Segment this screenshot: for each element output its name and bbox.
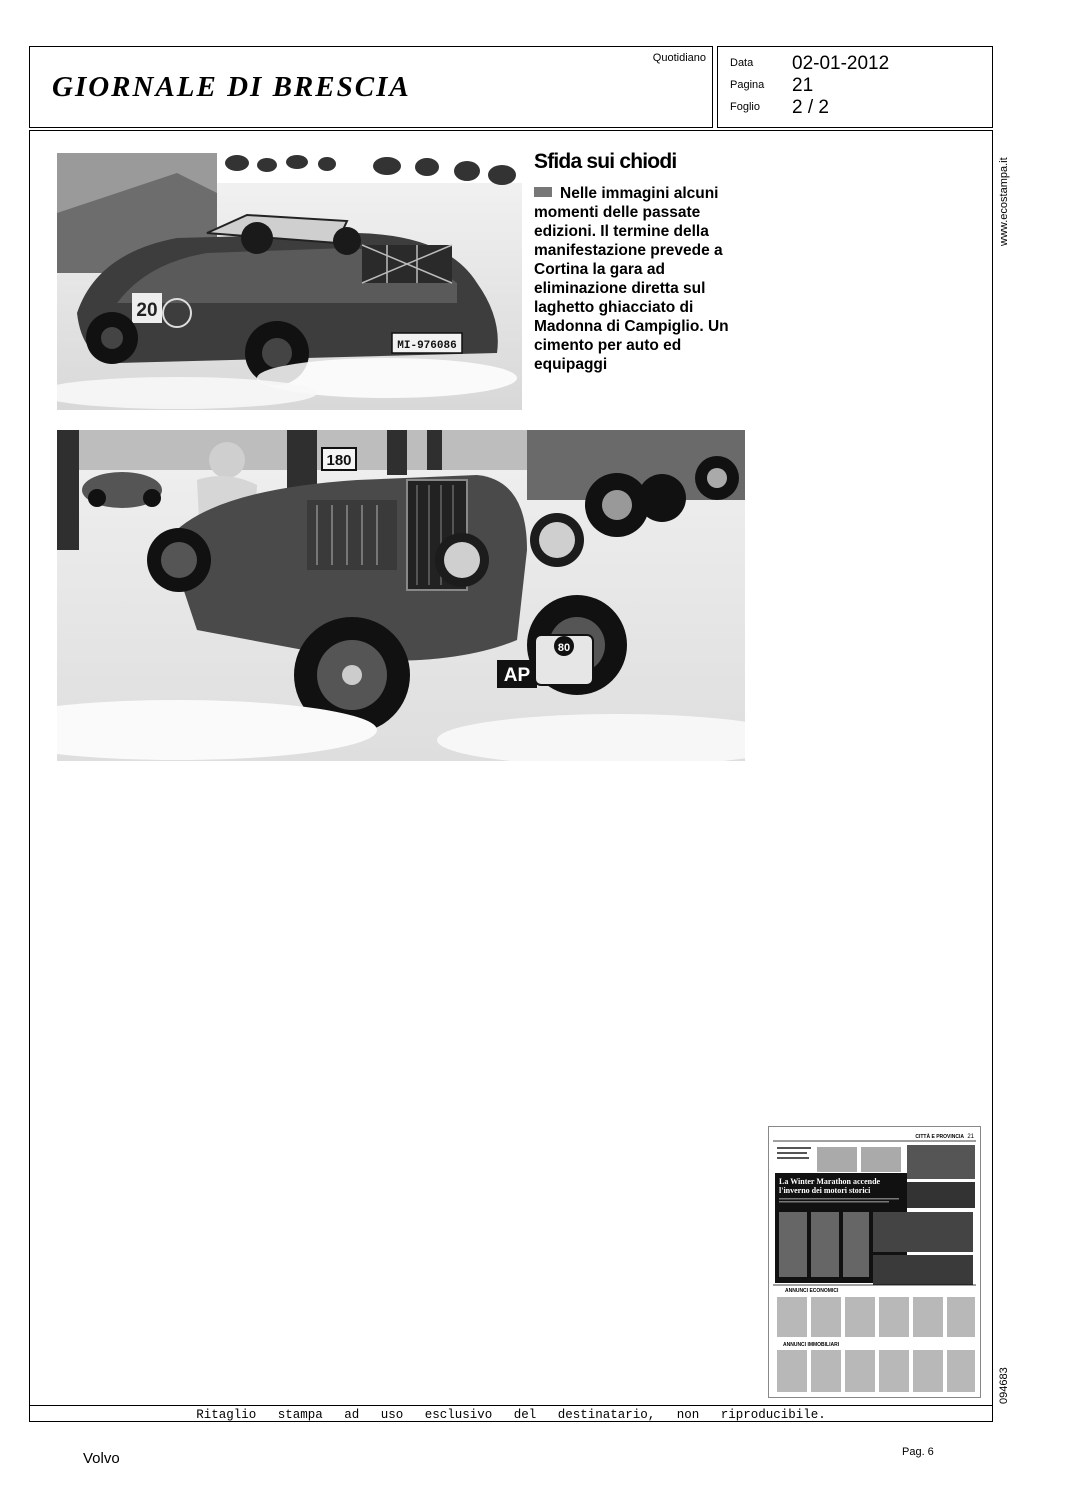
page-thumbnail [768, 1126, 981, 1398]
thumb-real-estate-title: ANNUNCI IMMOBILIARI [783, 1342, 840, 1348]
thumb-headline-1: La Winter Marathon accende [779, 1177, 881, 1186]
newspaper-header [29, 46, 713, 128]
copyright-note: Ritaglio stampa ad uso esclusivo del destinatario, non riproducibile. [196, 1408, 826, 1422]
caption-title: Sfida sui chiodi [534, 150, 677, 173]
page-label: Pagina [730, 79, 765, 91]
photo1-car-number: 20 [136, 300, 158, 321]
clipping-code: 094683 [998, 1367, 1010, 1404]
photo2-rally-plate: 80 [557, 642, 571, 654]
date-label: Data [730, 57, 754, 69]
page-number: Pag. 6 [902, 1446, 934, 1458]
thumb-section: CITTÀ E PROVINCIA [915, 1134, 964, 1140]
footer-divider [30, 1405, 992, 1406]
website-label: www.ecostampa.it [998, 157, 1010, 246]
periodicity-label: Quotidiano [652, 52, 706, 64]
photo-roadster-snow [57, 153, 522, 410]
photo2-plate-prefix: AP [503, 665, 531, 686]
thumb-headline-2: l'inverno dei motori storici [779, 1186, 871, 1195]
photo1-plate: MI-976086 [397, 340, 457, 352]
photo-vintage-car [57, 430, 745, 761]
sheet-label: Foglio [730, 101, 760, 113]
thumb-page: 21 [967, 1134, 974, 1140]
sheet-value: 2 / 2 [792, 97, 829, 118]
thumb-classifieds-title: ANNUNCI ECONOMICI [785, 1288, 839, 1294]
publication-metadata [717, 46, 993, 128]
date-value: 02-01-2012 [792, 53, 890, 74]
page-value: 21 [792, 75, 814, 96]
caption-text: Nelle immagini alcuni momenti delle passate edizioni. Il termine della manifestazione prevede a Cortina la gara ad eliminazione diretta sul laghetto ghiacciato di Madonna di Campiglio. Un cimento per auto ed equipaggi [534, 185, 729, 373]
caption-body [534, 184, 746, 374]
newspaper-masthead: GIORNALE DI BRESCIA [52, 71, 411, 103]
client-name: Volvo [83, 1450, 120, 1467]
caption-marker [534, 187, 552, 197]
photo2-car-number: 180 [326, 452, 352, 469]
